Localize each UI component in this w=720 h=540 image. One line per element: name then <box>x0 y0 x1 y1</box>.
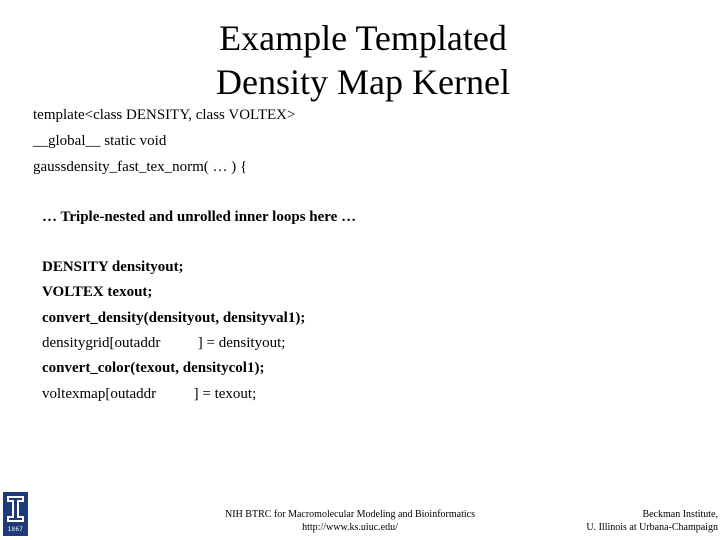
footer-right <box>560 508 718 534</box>
footer-center <box>215 508 485 534</box>
code-line-voltexmap-assign: voltexmap[outaddr ] = texout; <box>42 386 257 402</box>
code-line-densitygrid-assign: densitygrid[outaddr ] = densityout; <box>42 335 286 351</box>
code-line-convert-density: convert_density(densityout, densityval1); <box>42 310 306 326</box>
code-line-voltex-decl: VOLTEX texout; <box>42 284 153 300</box>
footer-university: U. Illinois at Urbana-Champaign <box>586 522 718 533</box>
footer-org: NIH BTRC for Macromolecular Modeling and Bioinformatics <box>225 509 475 520</box>
logo-year: 1867 <box>7 527 24 533</box>
code-line-loops-comment: … Triple-nested and unrolled inner loops here … <box>42 209 357 225</box>
block-i-icon <box>3 492 28 526</box>
slide-title-line2: Density Map Kernel <box>216 62 510 102</box>
code-line-template: template<class DENSITY, class VOLTEX> <box>33 107 296 123</box>
footer-url: http://www.ks.uiuc.edu/ <box>302 522 398 533</box>
university-logo <box>3 492 28 536</box>
slide-title-line1: Example Templated <box>219 18 507 58</box>
footer-institute: Beckman Institute, <box>642 509 718 520</box>
code-line-convert-color: convert_color(texout, densitycol1); <box>42 360 265 376</box>
code-line-signature: gaussdensity_fast_tex_norm( … ) { <box>33 159 248 175</box>
slide-title <box>188 16 538 104</box>
code-line-global: __global__ static void <box>33 133 167 149</box>
code-line-density-decl: DENSITY densityout; <box>42 259 184 275</box>
